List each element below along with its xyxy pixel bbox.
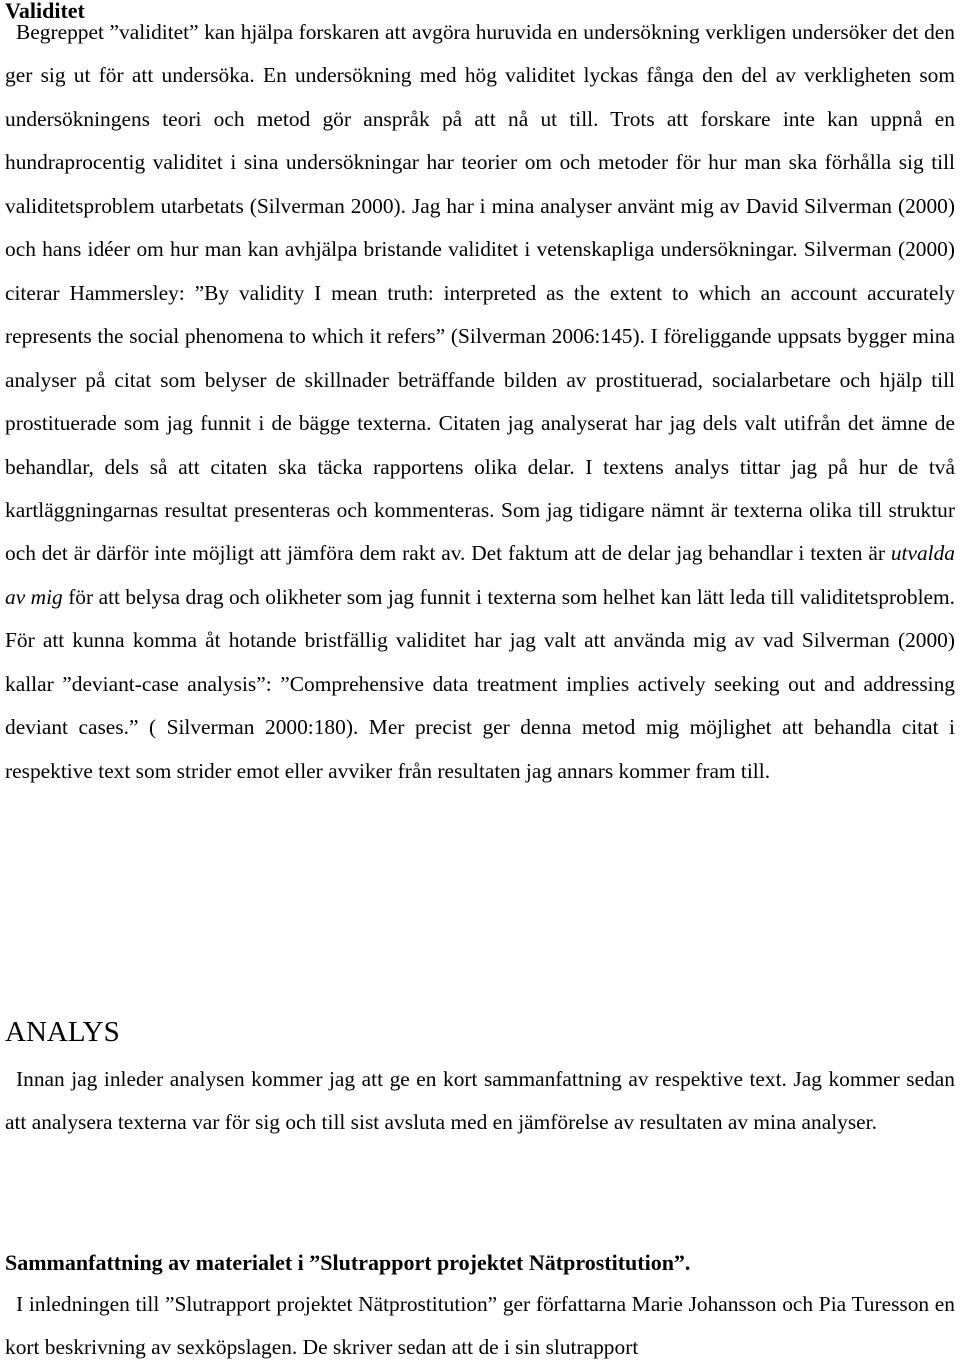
paragraph-validitet-text-1: Begreppet ”validitet” kan hjälpa forskaren att avgöra huruvida en undersökning verkligen undersöker det den ger sig ut för att undersöka. En undersökning med hög validitet lyckas fånga den del av verkligheten som undersökningens teori och metod gör anspråk på att nå ut till. Trots att forskare inte kan uppnå en hundraprocentig validitet i sina undersökningar har teorier om och metoder för hur man ska förhålla sig till validitetsproblem utarbetats (Silverman 2000). Jag har i mina analyser använt mig av David Silverman (2000) och hans idéer om hur man kan avhjälpa bristande validitet i vetenskapliga undersökningar. Silverman (2000) citerar Hammersley: ”By validity I mean truth: interpreted as the extent to which an account accurately represents the social phenomena to which it refers” (Silverman 2006:145). I föreliggande uppsats bygger mina analyser på citat som belyser de skillnader beträffande bilden av prostituerad, socialarbetare och hjälp till prostituerade som jag funnit i de bägge texterna. Citaten jag analyserat har jag dels valt utifrån det ämne de behandlar, dels så att citaten ska täcka rapportens olika delar. I textens analys tittar jag på hur de två kartläggningarnas resultat presenteras och kommenteras. Som jag tidigare nämnt är texterna olika till struktur och det är därför inte möjligt att jämföra dem rakt av. Det faktum att de delar jag behandlar i texten är <box>5 20 955 566</box>
paragraph-validitet-text-2: för att belysa drag och olikheter som jag funnit i texterna som helhet kan lätt leda till validitetsproblem. För att kunna komma åt hotande bristfällig validitet har jag valt att använda mig av vad Silverman (2000) kallar ”deviant-case analysis”: ”Comprehensive data treatment implies actively seeking out and addressing deviant cases.” ( Silverman 2000:180). Mer precist ger denna metod mig möjlighet att behandla citat i respektive text som strider emot eller avviker från resultaten jag annars kommer fram till. <box>5 584 955 783</box>
paragraph-validitet-emphasis: utvalda av mig <box>5 541 955 609</box>
paragraph-analys <box>5 1058 955 1145</box>
paragraph-validitet <box>5 11 955 793</box>
section-heading-validitet: Validitet <box>5 0 85 23</box>
paragraph-analys-text: Innan jag inleder analysen kommer jag att ge en kort sammanfattning av respektive text. Jag kommer sedan att analysera texterna var för sig och till sist avsluta med en jämförelse av resultaten av mina analyser. <box>5 1067 955 1135</box>
paragraph-sammanfattning <box>5 1283 955 1370</box>
section-heading-analys: ANALYS <box>5 1016 120 1048</box>
section-heading-sammanfattning: Sammanfattning av materialet i ”Slutrapport projektet Nätprostitution”. <box>5 1250 691 1275</box>
paragraph-sammanfattning-text: I inledningen till ”Slutrapport projektet Nätprostitution” ger författarna Marie Johansson och Pia Turesson en kort beskrivning av sexköpslagen. De skriver sedan att de i sin slutrapport <box>5 1292 955 1360</box>
